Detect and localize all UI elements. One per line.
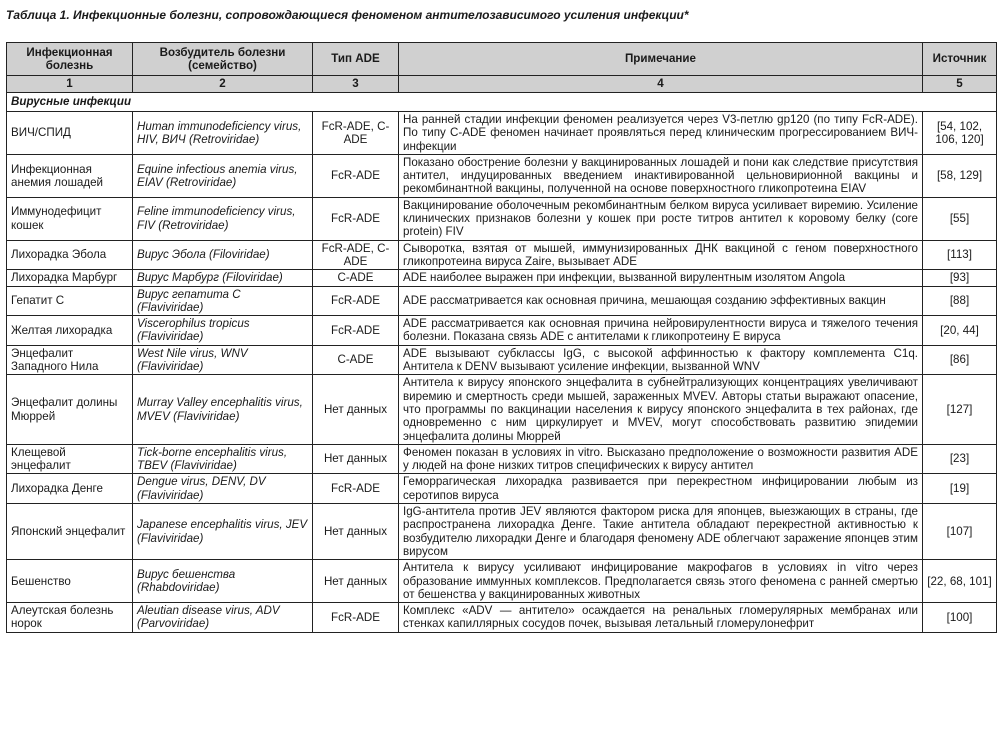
pathogen-cell: West Nile virus, WNV (Flaviviridae) xyxy=(133,345,313,375)
note-cell: Феномен показан в условиях in vitro. Высказано предположение о возможности развития ADE у людей на фоне низких титров специфических к вирусу антител xyxy=(399,444,923,474)
source-cell: [58, 129] xyxy=(923,154,997,197)
ade-type-cell: FcR-ADE, C-ADE xyxy=(313,112,399,155)
table-row xyxy=(7,560,997,603)
header-ade-type: Тип ADE xyxy=(313,43,399,76)
ade-type-cell: Нет данных xyxy=(313,375,399,444)
disease-cell: ВИЧ/СПИД xyxy=(7,112,133,155)
pathogen-cell: Viscerophilus tropicus (Flaviviridae) xyxy=(133,316,313,346)
source-cell: [100] xyxy=(923,603,997,633)
disease-cell: Бешенство xyxy=(7,560,133,603)
note-cell: Показано обострение болезни у вакцинированных лошадей и пони как следствие присутствия антител, индуцированных введением инактивированной цельновирионной вакцины и рекомбинантной вакцины, полученной на основе поверхностного гликопротеина EIAV xyxy=(399,154,923,197)
ade-type-cell: C-ADE xyxy=(313,270,399,286)
disease-cell: Иммунодефицит кошек xyxy=(7,197,133,240)
disease-cell: Энцефалит Западного Нила xyxy=(7,345,133,375)
note-cell: ADE наиболее выражен при инфекции, вызванной вирулентным изолятом Angola xyxy=(399,270,923,286)
column-number: 2 xyxy=(133,76,313,93)
ade-type-cell: FcR-ADE xyxy=(313,286,399,316)
pathogen-cell: Dengue virus, DENV, DV (Flaviviridae) xyxy=(133,474,313,504)
table-row xyxy=(7,112,997,155)
ade-type-cell: FcR-ADE xyxy=(313,154,399,197)
disease-cell: Желтая лихорадка xyxy=(7,316,133,346)
note-cell: ADE вызывают субклассы IgG, с высокой аффинностью к фактору комплемента C1q. Антитела к DENV вызывают усиление инфекции, вызванной WNV xyxy=(399,345,923,375)
table-row xyxy=(7,504,997,560)
ade-type-cell: Нет данных xyxy=(313,560,399,603)
note-cell: Антитела к вирусу японского энцефалита в субнейтрализующих концентрациях увеличивают виремию и смертность среди мышей, зараженных MVEV. Авторы статьи выражают опасение, что программы по вакцинации населения к вирусу японского энцефалита в тех районах, где одновременно с ним циркулирует и MVEV, могут способствовать развитию эпидемии энцефалита долины Мюррей xyxy=(399,375,923,444)
ade-type-cell: FcR-ADE xyxy=(313,197,399,240)
note-cell: Комплекс «ADV — антитело» осаждается на ренальных гломерулярных мембранах или стенках капиллярных сосудов почек, вызывая летальный гломерулонефрит xyxy=(399,603,923,633)
table-caption: Таблица 1. Инфекционные болезни, сопровождающиеся феноменом антителозависимого усиления инфекции* xyxy=(6,8,689,22)
source-cell: [20, 44] xyxy=(923,316,997,346)
table-row xyxy=(7,270,997,286)
note-cell: ADE рассматривается как основная причина, мешающая созданию эффективных вакцин xyxy=(399,286,923,316)
section-title: Вирусные инфекции xyxy=(7,93,997,112)
pathogen-cell: Feline immunodeficiency virus, FIV (Retroviridae) xyxy=(133,197,313,240)
table-row xyxy=(7,197,997,240)
source-cell: [19] xyxy=(923,474,997,504)
source-cell: [23] xyxy=(923,444,997,474)
column-number: 4 xyxy=(399,76,923,93)
disease-cell: Инфекционная анемия лошадей xyxy=(7,154,133,197)
note-cell: ADE рассматривается как основная причина нейровирулентности вируса и тяжелого течения болезни. Показана связь ADE с антителами к гликопротеину E вируса xyxy=(399,316,923,346)
note-cell: Геморрагическая лихорадка развивается при перекрестном инфицировании любым из серотипов вируса xyxy=(399,474,923,504)
table-row xyxy=(7,316,997,346)
note-cell: IgG-антитела против JEV являются фактором риска для японцев, выезжающих в страны, где распространена лихорадка Денге. Такие антитела обладают перекрестной активностью к возбудителю лихорадки Денге и благодаря феномену ADE облегчают заражение японцев этим вирусом xyxy=(399,504,923,560)
disease-cell: Клещевой энцефалит xyxy=(7,444,133,474)
ade-type-cell: Нет данных xyxy=(313,504,399,560)
table-row xyxy=(7,240,997,270)
disease-cell: Японский энцефалит xyxy=(7,504,133,560)
header-disease: Инфекционная болезнь xyxy=(7,43,133,76)
header-source: Источник xyxy=(923,43,997,76)
pathogen-cell: Equine infectious anemia virus, EIAV (Retroviridae) xyxy=(133,154,313,197)
ade-type-cell: FcR-ADE, C-ADE xyxy=(313,240,399,270)
pathogen-cell: Murray Valley encephalitis virus, MVEV (Flaviviridae) xyxy=(133,375,313,444)
source-cell: [54, 102, 106, 120] xyxy=(923,112,997,155)
ade-type-cell: FcR-ADE xyxy=(313,316,399,346)
column-number: 5 xyxy=(923,76,997,93)
pathogen-cell: Вирус Эбола (Filoviridae) xyxy=(133,240,313,270)
note-cell: Сыворотка, взятая от мышей, иммунизированных ДНК вакциной с геном поверхностного гликопротеина вируса Zaire, вызывает ADE xyxy=(399,240,923,270)
table-row xyxy=(7,286,997,316)
table-row xyxy=(7,444,997,474)
disease-cell: Лихорадка Эбола xyxy=(7,240,133,270)
pathogen-cell: Human immunodeficiency virus, HIV, ВИЧ (Retroviridae) xyxy=(133,112,313,155)
table-row xyxy=(7,375,997,444)
source-cell: [93] xyxy=(923,270,997,286)
pathogen-cell: Japanese encephalitis virus, JEV (Flaviviridae) xyxy=(133,504,313,560)
disease-cell: Лихорадка Денге xyxy=(7,474,133,504)
pathogen-cell: Aleutian disease virus, ADV (Parvoviridae) xyxy=(133,603,313,633)
pathogen-cell: Вирус Марбург (Filoviridae) xyxy=(133,270,313,286)
pathogen-cell: Вирус бешенства (Rhabdoviridae) xyxy=(133,560,313,603)
header-pathogen: Возбудитель болезни (семейство) xyxy=(133,43,313,76)
section-row xyxy=(7,93,997,112)
table-row xyxy=(7,154,997,197)
pathogen-cell: Tick-borne encephalitis virus, TBEV (Flaviviridae) xyxy=(133,444,313,474)
column-number: 3 xyxy=(313,76,399,93)
disease-cell: Алеутская болезнь норок xyxy=(7,603,133,633)
disease-cell: Лихорадка Марбург xyxy=(7,270,133,286)
table-row xyxy=(7,474,997,504)
header-note: Примечание xyxy=(399,43,923,76)
column-number-row xyxy=(7,76,997,93)
source-cell: [113] xyxy=(923,240,997,270)
table-row xyxy=(7,603,997,633)
ade-type-cell: FcR-ADE xyxy=(313,603,399,633)
source-cell: [127] xyxy=(923,375,997,444)
ade-type-cell: C-ADE xyxy=(313,345,399,375)
disease-cell: Гепатит С xyxy=(7,286,133,316)
table-row xyxy=(7,345,997,375)
source-cell: [86] xyxy=(923,345,997,375)
source-cell: [55] xyxy=(923,197,997,240)
ade-type-cell: FcR-ADE xyxy=(313,474,399,504)
ade-type-cell: Нет данных xyxy=(313,444,399,474)
source-cell: [88] xyxy=(923,286,997,316)
column-number: 1 xyxy=(7,76,133,93)
source-cell: [22, 68, 101] xyxy=(923,560,997,603)
note-cell: Вакцинирование оболочечным рекомбинантным белком вируса усиливает виремию. Усиление клинических признаков болезни у кошек при росте титров антител к коровому белку (core protein) FIV xyxy=(399,197,923,240)
pathogen-cell: Вирус гепатита С (Flaviviridae) xyxy=(133,286,313,316)
note-cell: Антитела к вирусу усиливают инфицирование макрофагов в условиях in vitro через образование иммунных комплексов. Предполагается связь этого феномена с ранней смертью от бешенства у вакцинированных животных xyxy=(399,560,923,603)
source-cell: [107] xyxy=(923,504,997,560)
infections-table xyxy=(6,42,997,633)
note-cell: На ранней стадии инфекции феномен реализуется через V3-петлю gp120 (по типу FcR-ADE). По типу C-ADE феномен начинает проявляться перед клиническим прогрессированием ВИЧ-инфекции xyxy=(399,112,923,155)
disease-cell: Энцефалит долины Мюррей xyxy=(7,375,133,444)
header-row xyxy=(7,43,997,76)
